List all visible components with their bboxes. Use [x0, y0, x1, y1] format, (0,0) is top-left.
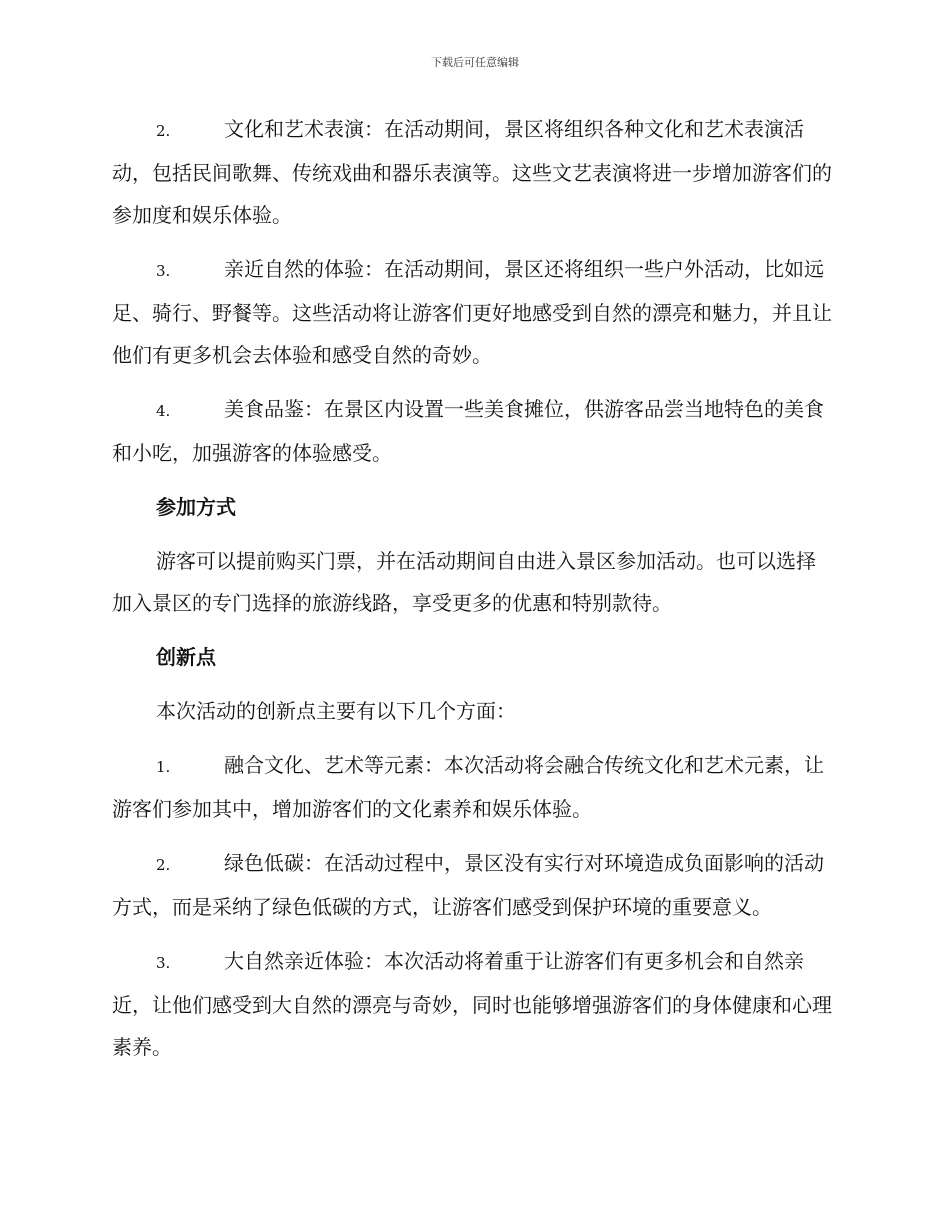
- paragraph-text: 绿色低碳：在活动过程中，景区没有实行对环境造成负面影响的活动方式，而是采纳了绿色低碳的方式，让游客们感受到保护环境的重要意义。: [112, 851, 824, 919]
- list-item: [112, 248, 832, 376]
- paragraph-text: 大自然亲近体验：本次活动将着重于让游客们有更多机会和自然亲近，让他们感受到大自然的漂亮与奇妙，同时也能够增强游客们的身体健康和心理素养。: [112, 949, 832, 1059]
- paragraph-text: 美食品鉴：在景区内设置一些美食摊位，供游客品尝当地特色的美食和小吃，加强游客的体验感受。: [112, 397, 824, 465]
- paragraph-text: 融合文化、艺术等元素：本次活动将会融合传统文化和艺术元素，让游客们参加其中，增加游客们的文化素养和娱乐体验。: [112, 753, 824, 821]
- list-number: 3.: [156, 954, 171, 972]
- list-number: 3.: [156, 262, 171, 280]
- list-item: [112, 940, 832, 1068]
- section-heading: 参加方式: [156, 495, 236, 519]
- list-item: [112, 108, 832, 236]
- list-number: 4.: [156, 402, 171, 420]
- list-item: [112, 842, 832, 928]
- list-number: 2.: [156, 856, 171, 874]
- paragraph: 游客可以提前购买门票，并在活动期间自由进入景区参加活动。也可以选择加入景区的专门选择的旅游线路，享受更多的优惠和特别款待。: [112, 549, 816, 615]
- paragraph: 本次活动的创新点主要有以下几个方面：: [156, 699, 516, 723]
- paragraph-text: 亲近自然的体验：在活动期间，景区还将组织一些户外活动，比如远足、骑行、野餐等。这些活动将让游客们更好地感受到自然的漂亮和魅力，并且让他们有更多机会去体验和感受自然的奇妙。: [112, 257, 832, 367]
- list-number: 1.: [156, 758, 171, 776]
- list-number: 2.: [156, 122, 171, 140]
- document-body: [112, 108, 832, 1080]
- paragraph-text: 文化和艺术表演：在活动期间，景区将组织各种文化和艺术表演活动，包括民间歌舞、传统戏曲和器乐表演等。这些文艺表演将进一步增加游客们的参加度和娱乐体验。: [112, 117, 832, 227]
- list-item: [112, 744, 832, 830]
- list-item: [112, 388, 832, 474]
- section-heading: 创新点: [156, 645, 216, 669]
- page-header: 下载后可任意编辑: [431, 56, 519, 69]
